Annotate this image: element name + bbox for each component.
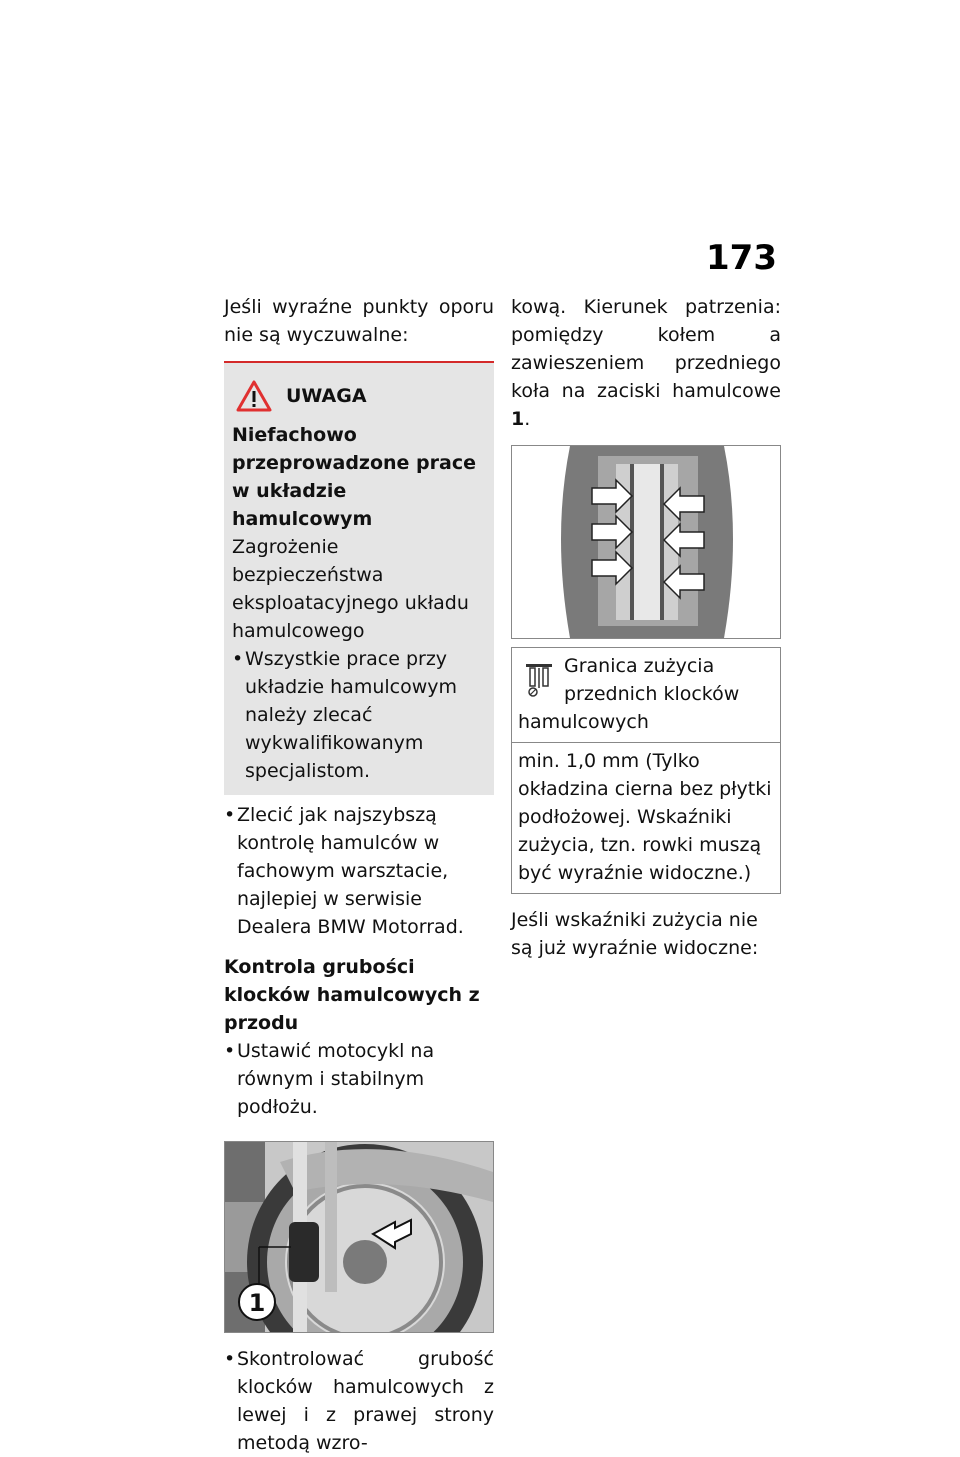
- warning-bullet-item: • Wszystkie prace przy układzie hamulcowym należy zlecać wykwalifikowanym specjalistom.: [232, 645, 486, 785]
- spec-header: [512, 648, 780, 743]
- continued-ref: 1: [511, 408, 525, 430]
- section-heading: Kontrola grubości klocków hamulcowych z przodu: [224, 956, 480, 1034]
- continued-text: kową. Kierunek patrzenia: pomiędzy kołem a zawieszeniem przedniego koła na zaciski hamulcowe 1.: [511, 296, 781, 430]
- intro-text: Jeśli wyraźne punkty oporu nie są wyczuwalne:: [224, 296, 494, 346]
- spec-value-row: [512, 743, 780, 893]
- spec-title: Granica zużycia przednich klocków hamulcowych: [518, 655, 740, 733]
- left-column: [224, 293, 494, 1457]
- warning-heading: Niefachowo przeprowadzone prace w układzie hamulcowym: [232, 424, 476, 530]
- brake-wear-spec-icon: [524, 658, 554, 698]
- bullet-check: • Skontrolować grubość klocków hamulcowych z lewej i z prawej strony metodą wzro-: [224, 1345, 494, 1457]
- bullet-stand: • Ustawić motocykl na równym i stabilnym podłożu.: [224, 1037, 494, 1121]
- warning-header: [232, 379, 486, 413]
- brake-pads-figure: [511, 445, 781, 639]
- workshop-bullets: [224, 801, 494, 941]
- warning-bullets: [232, 645, 486, 785]
- warning-triangle-icon: [236, 380, 272, 412]
- warning-box: [224, 363, 494, 795]
- figure-callout-1: 1: [248, 1289, 266, 1317]
- page-number: 173: [706, 238, 777, 278]
- bullet-workshop: • Zlecić jak najszybszą kontrolę hamulców w fachowym warsztacie, najlepiej w serwisie Dealera BMW Motorrad.: [224, 801, 494, 941]
- stand-bullets: [224, 1037, 494, 1121]
- brake-pads-illustration: [512, 446, 780, 638]
- front-wheel-illustration: [225, 1142, 493, 1332]
- outro-text: Jeśli wskaźniki zużycia nie są już wyraźnie widoczne:: [511, 909, 759, 959]
- spec-table: [511, 647, 781, 894]
- spec-value: min. 1,0 mm (Tylko okładzina cierna bez płytki podłożowej. Wskaźniki zużycia, tzn. rowki muszą być wyraźnie widoczne.): [518, 750, 772, 884]
- front-wheel-figure: [224, 1141, 494, 1333]
- warning-description: Zagrożenie bezpieczeństwa eksploatacyjnego układu hamulcowego: [232, 536, 469, 642]
- right-column: [511, 293, 781, 962]
- warning-title: UWAGA: [286, 385, 367, 407]
